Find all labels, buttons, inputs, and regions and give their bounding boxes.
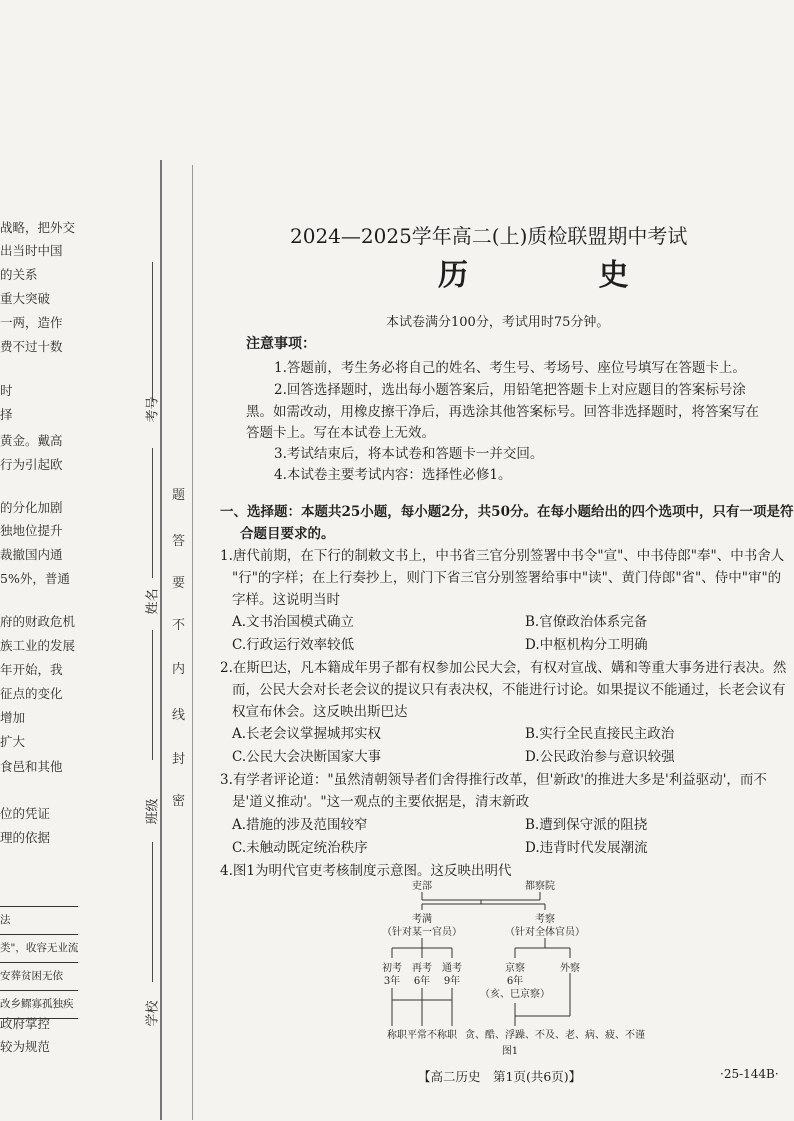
option: A.措施的涉及范围较窄 xyxy=(232,817,368,833)
option: C.公民大会决断国家大事 xyxy=(232,749,382,765)
diagram-note: （针对某一官员） xyxy=(382,927,462,938)
adjacent-page-text: 的分化加剧 xyxy=(0,500,63,515)
adjacent-page-text: 独地位提升 xyxy=(0,523,63,538)
adjacent-page-text: 政府掌控 xyxy=(0,1016,51,1031)
paper-code: ·25-144B· xyxy=(720,1067,779,1081)
adjacent-page-text: 行为引起欧 xyxy=(0,457,63,472)
adjacent-page-text: 裁撤国内通 xyxy=(0,547,63,562)
option: B.实行全民直接民主政治 xyxy=(525,726,675,742)
name-blank xyxy=(152,448,153,578)
diagram-note: （针对全体官员） xyxy=(505,927,585,938)
adjacent-page-text: 理的依据 xyxy=(0,830,51,845)
adjacent-page-text: 重大突破 xyxy=(0,291,51,306)
diagram-node: 考满 xyxy=(412,914,432,925)
question-stem: "行"的字样；在上行奏抄上，则门下省三官分别签署给事中"读"、黄门侍郎"省"、侍中"审"的 xyxy=(232,570,782,586)
exam-title: 2024—2025学年高二(上)质检联盟期中考试 xyxy=(290,224,688,248)
seal-char: 密 xyxy=(172,794,186,809)
assessment-diagram xyxy=(370,878,660,1058)
name-label: 姓名 xyxy=(145,588,161,615)
seal-char: 答 xyxy=(172,534,186,549)
adjacent-page-text: 战略，把外交 xyxy=(0,220,76,235)
adjacent-page-table xyxy=(0,906,78,1019)
notice-item: 黑。如需改动，用橡皮擦干净后，再选涂其他答案标号。回答非选择题时，将答案写在 xyxy=(246,404,759,420)
diagram-years: 6年 xyxy=(413,976,431,987)
diagram-node: 考察 xyxy=(535,914,555,925)
adjacent-page-text: 较为规范 xyxy=(0,1039,51,1054)
option: B.遭到保守派的阻挠 xyxy=(525,817,648,833)
notice-item: 2.回答选择题时，选出每小题答案后，用铅笔把答题卡上对应题目的答案标号涂 xyxy=(274,382,746,398)
school-blank xyxy=(152,842,153,982)
diagram-years: 3年 xyxy=(383,976,401,987)
notice-heading: 注意事项： xyxy=(246,336,316,352)
diagram-outcome: 贪、酷、浮躁、不及、老、病、疲、不谨 xyxy=(465,1030,645,1041)
adjacent-table-row: 类"，收容无业流 xyxy=(0,935,78,963)
adjacent-table-row: 改乡鳏寡孤独疾 xyxy=(0,991,78,1019)
diagram-node: 外察 xyxy=(560,963,580,974)
option: C.未触动既定统治秩序 xyxy=(232,840,368,856)
diagram-outcome: 称职平常不称职 xyxy=(387,1030,457,1041)
adjacent-page-text: 黄金。戴高 xyxy=(0,433,63,448)
adjacent-page-text: 费不过十数 xyxy=(0,339,63,354)
class-label: 班级 xyxy=(145,798,161,825)
adjacent-page-text: 5%外，普通 xyxy=(0,571,70,586)
binding-fold-line xyxy=(160,160,162,1120)
diagram-note: （亥、巳京察） xyxy=(480,989,550,1000)
notice-item: 1.答题前，考生务必将自己的姓名、考生号、考场号、座位号填写在答题卡上。 xyxy=(274,360,746,376)
diagram-term: 初考 xyxy=(382,963,402,974)
adjacent-page-text: 扩大 xyxy=(0,734,26,749)
adjacent-page-text: 位的凭证 xyxy=(0,806,51,821)
question-stem: 权宣布休会。这反映出斯巴达 xyxy=(232,704,408,720)
diagram-years: 9年 xyxy=(443,976,461,987)
question-stem: 是'道义推动'。"这一观点的主要依据是，清末新政 xyxy=(232,794,530,810)
question-stem: 2.在斯巴达，凡本籍成年男子都有权参加公民大会，有权对宣战、媾和等重大事务进行表决。然 xyxy=(220,660,787,676)
adjacent-page-text: 食邑和其他 xyxy=(0,759,63,774)
diagram-caption: 图1 xyxy=(501,1046,519,1057)
section-heading-cont: 合题目要求的。 xyxy=(240,526,335,542)
adjacent-table-row: 法 xyxy=(0,907,78,935)
option: A.长老会议掌握城邦实权 xyxy=(232,726,382,742)
adjacent-table-row: 安葬贫困无依 xyxy=(0,963,78,991)
seal-line xyxy=(192,165,193,1120)
adjacent-page-text: 时 xyxy=(0,383,13,398)
option: C.行政运行效率较低 xyxy=(232,637,355,653)
seal-char: 封 xyxy=(172,752,186,767)
notice-item: 答题卡上。写在本试卷上无效。 xyxy=(246,425,435,441)
option: A.文书治国模式确立 xyxy=(232,614,355,630)
question-stem: 3.有学者评论道："虽然清朝领导者们舍得推行改革，但'新政'的推进大多是'利益驱动'，而不 xyxy=(220,772,767,788)
question-stem: 4.图1为明代官吏考核制度示意图。这反映出明代 xyxy=(220,863,512,879)
adjacent-page-text: 年开始，我 xyxy=(0,662,63,677)
seal-char: 内 xyxy=(172,662,186,677)
page-footer: 【高二历史 第1页(共6页)】 xyxy=(418,1069,582,1084)
adjacent-page-text: 族工业的发展 xyxy=(0,638,76,653)
option: D.中枢机构分工明确 xyxy=(525,637,648,653)
seal-char: 不 xyxy=(172,618,186,633)
diagram-term: 再考 xyxy=(412,963,432,974)
diagram-term: 通考 xyxy=(442,963,462,974)
notice-item: 4.本试卷主要考试内容：选择性必修1。 xyxy=(274,467,512,483)
adjacent-page-text: 一两，造作 xyxy=(0,315,63,330)
question-stem: 而，公民大会对长老会议的提议只有表决权，不能进行讨论。如果提议不能通过，长老会议有 xyxy=(232,682,786,698)
exam-no-blank xyxy=(152,262,153,402)
seal-char: 题 xyxy=(172,488,186,503)
adjacent-page-text: 的关系 xyxy=(0,267,38,282)
diagram-years: 6年 xyxy=(506,976,524,987)
subject-title: 历 史 xyxy=(438,258,689,293)
option: D.公民政治参与意识较强 xyxy=(525,749,675,765)
score-note: 本试卷满分100分，考试用时75分钟。 xyxy=(386,315,610,330)
option: B.官僚政治体系完备 xyxy=(525,614,648,630)
adjacent-page-text: 府的财政危机 xyxy=(0,614,76,629)
section-heading: 一、选择题：本题共25小题，每小题2分，共50分。在每小题给出的四个选项中，只有一项是符 xyxy=(220,504,794,520)
adjacent-page-text: 出当时中国 xyxy=(0,243,63,258)
question-stem: 1.唐代前期，在下行的制敕文书上，中书省三官分别签署中书令"宣"、中书侍郎"奉"、中书舍人 xyxy=(220,548,785,564)
class-blank xyxy=(152,630,153,760)
diagram-node: 都察院 xyxy=(525,881,555,892)
diagram-node: 吏部 xyxy=(412,881,432,892)
option: D.违背时代发展潮流 xyxy=(525,840,648,856)
seal-char: 要 xyxy=(172,576,186,591)
adjacent-page-text: 增加 xyxy=(0,710,26,725)
exam-no-label: 考号 xyxy=(145,396,161,423)
adjacent-page-text: 征点的变化 xyxy=(0,686,63,701)
notice-item: 3.考试结束后，将本试卷和答题卡一并交回。 xyxy=(274,446,544,462)
question-stem: 字样。这说明当时 xyxy=(232,592,340,608)
school-label: 学校 xyxy=(145,1000,161,1027)
adjacent-page-text: 择 xyxy=(0,407,13,422)
diagram-node: 京察 xyxy=(505,963,525,974)
seal-char: 线 xyxy=(172,708,186,723)
